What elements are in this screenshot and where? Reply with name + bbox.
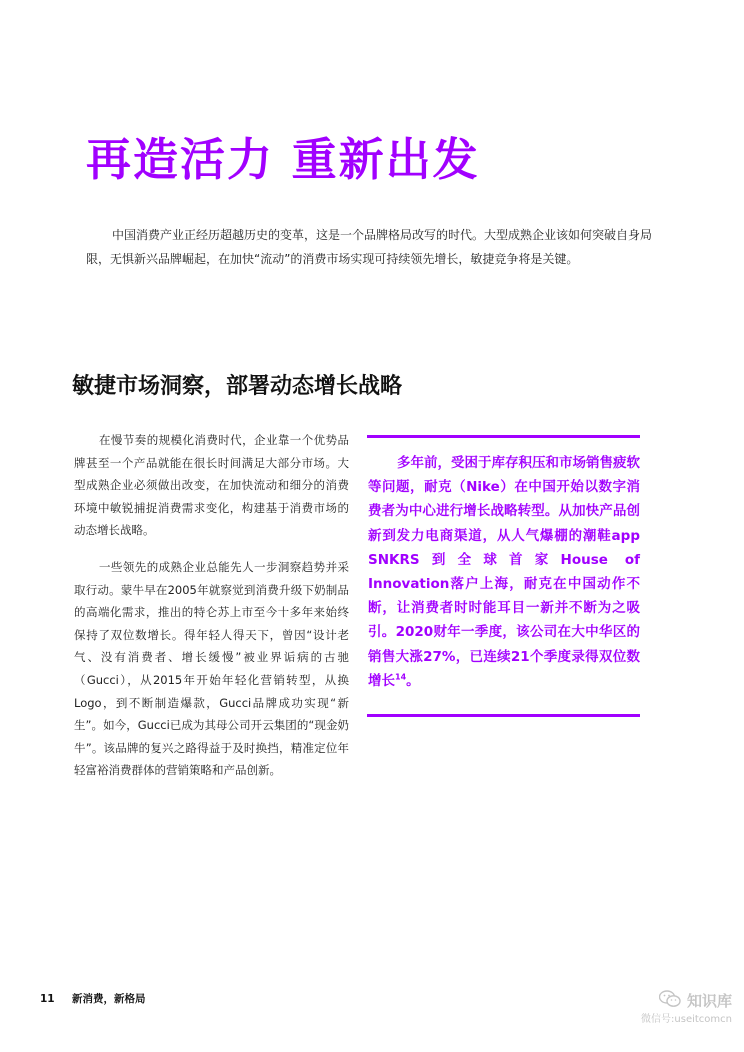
intro-paragraph: 中国消费产业正经历超越历史的变革，这是一个品牌格局改写的时代。大型成熟企业该如何突破自身局限，无惧新兴品牌崛起，在加快“流动”的消费市场实现可持续领先增长，敏捷竞争将是关键。	[86, 228, 653, 266]
watermark-title	[620, 990, 732, 1013]
watermark	[620, 990, 732, 1027]
watermark-title-text: 知识库	[686, 992, 732, 1010]
section-heading: 敏捷市场洞察，部署动态增长战略	[72, 374, 403, 399]
body-paragraph: 在慢节奏的规模化消费时代，企业靠一个优势品牌甚至一个产品就能在很长时间满足大部分市场。大型成熟企业必须做出改变，在加快流动和细分的消费环境中敏锐捕捉消费需求变化，构建基于消费市场的动态增长战略。	[74, 433, 349, 538]
page-number: 11	[40, 993, 55, 1005]
pull-quote-end: 。	[406, 672, 420, 689]
pull-quote	[368, 451, 640, 693]
pull-quote-text: 多年前，受困于库存积压和市场销售疲软等问题，耐克（Nike）在中国开始以数字消费者为中心进行增长战略转型。从加快产品创新到发力电商渠道，从人气爆棚的潮鞋app SNKRS到全球首家House of Innovation落户上海，耐克在中国动作不断，让消费者时时能耳目一新并不断为之吸引。2020财年一季度，该公司在大中华区的销售大涨27%，已连续21个季度录得双位数增长	[368, 455, 640, 689]
quote-top-rule	[367, 435, 640, 438]
wechat-icon	[659, 990, 681, 1013]
body-column	[74, 429, 349, 796]
footnote-marker: 14	[395, 672, 407, 682]
body-paragraph: 一些领先的成熟企业总能先人一步洞察趋势并采取行动。蒙牛早在2005年就察觉到消费升级下奶制品的高端化需求，推出的特仑苏上市至今十多年来始终保持了双位数增长。得年轻人得天下，曾因“设计老气、没有消费者、增长缓慢”被业界诟病的古驰（Gucci），从2015年开始年轻化营销转型，从换Logo，到不断制造爆款，Gucci品牌成功实现“新生”。如今，Gucci已成为其母公司开云集团的“现金奶牛”。该品牌的复兴之路得益于及时换挡，精准定位年轻富裕消费群体的营销策略和产品创新。	[74, 559, 349, 778]
quote-bottom-rule	[367, 714, 640, 717]
page-footer	[40, 992, 145, 1006]
footer-title: 新消费，新格局	[71, 993, 146, 1005]
watermark-wechat-id: 微信号:useitcomcn	[641, 1014, 732, 1025]
page-title: 再造活力 重新出发	[86, 133, 480, 186]
